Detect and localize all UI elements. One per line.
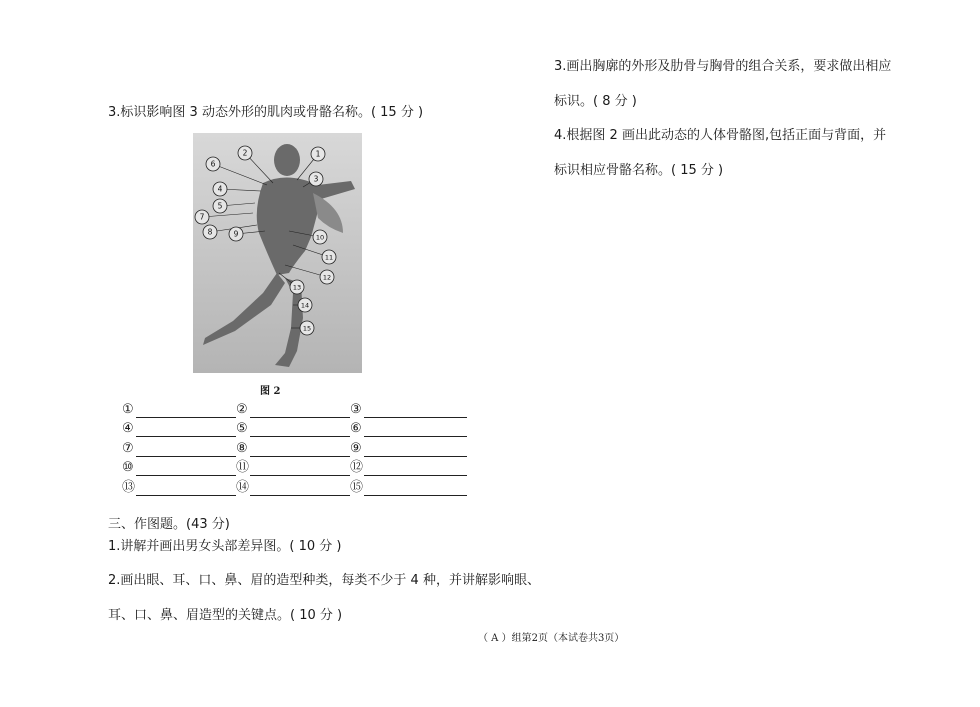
callout-14 bbox=[298, 298, 312, 312]
callout-number: 1 bbox=[315, 149, 321, 159]
answer-row bbox=[122, 460, 467, 477]
question-3-chest-cont: 标识。( 8 分 ) bbox=[554, 94, 637, 109]
callout-number: 2 bbox=[242, 148, 248, 158]
answer-blank[interactable] bbox=[122, 460, 236, 476]
callout-number: 7 bbox=[199, 212, 205, 222]
answer-underline bbox=[364, 436, 467, 437]
callout-number: 11 bbox=[324, 253, 334, 262]
answer-underline bbox=[364, 475, 467, 476]
answer-underline bbox=[250, 456, 350, 457]
section-3-heading: 三、作图题。(43 分) bbox=[108, 517, 230, 532]
answer-blank[interactable] bbox=[122, 421, 236, 437]
answer-number: ⑮ bbox=[350, 480, 364, 495]
answer-underline bbox=[250, 475, 350, 476]
answer-underline bbox=[250, 495, 350, 496]
callout-13 bbox=[290, 280, 304, 294]
answer-underline bbox=[136, 436, 236, 437]
answer-number: ⑭ bbox=[236, 480, 250, 495]
answer-row bbox=[122, 480, 467, 497]
callout-11 bbox=[322, 250, 336, 264]
answer-row bbox=[122, 441, 467, 458]
question-2-features: 2.画出眼、耳、口、鼻、眉的造型种类，每类不少于 4 种，并讲解影响眼、 bbox=[108, 573, 540, 588]
question-3-identify: 3.标识影响图 3 动态外形的肌肉或骨骼名称。( 15 分 ) bbox=[108, 105, 424, 120]
page-footer: （ A ）组第2页（本试卷共3页） bbox=[478, 633, 625, 644]
callout-15 bbox=[300, 321, 314, 335]
question-4-skeleton: 4.根据图 2 画出此动态的人体骨骼图,包括正面与背面，并 bbox=[554, 128, 887, 143]
question-3-chest: 3.画出胸廓的外形及肋骨与胸骨的组合关系，要求做出相应 bbox=[554, 59, 892, 74]
answer-number: ⑤ bbox=[236, 421, 248, 436]
answer-number: ⑬ bbox=[122, 480, 136, 495]
callout-number: 10 bbox=[315, 233, 325, 242]
answer-number: ③ bbox=[350, 402, 362, 417]
callout-markers bbox=[193, 133, 362, 373]
answer-blank[interactable] bbox=[122, 402, 236, 418]
answer-number: ① bbox=[122, 402, 134, 417]
answer-underline bbox=[250, 417, 350, 418]
answer-number: ⑫ bbox=[350, 460, 364, 475]
callout-2 bbox=[238, 146, 252, 160]
callout-1 bbox=[311, 147, 325, 161]
answer-underline bbox=[364, 495, 467, 496]
figure-caption: 图 2 bbox=[260, 386, 281, 397]
answer-number: ④ bbox=[122, 421, 134, 436]
callout-12 bbox=[320, 270, 334, 284]
callout-number: 6 bbox=[210, 159, 216, 169]
answer-blank[interactable] bbox=[350, 402, 467, 418]
question-4-skeleton-cont: 标识相应骨骼名称。( 15 分 ) bbox=[554, 163, 724, 178]
callout-8 bbox=[203, 225, 217, 239]
answer-row bbox=[122, 402, 467, 419]
answer-number: ⑥ bbox=[350, 421, 362, 436]
answer-blank[interactable] bbox=[122, 441, 236, 457]
answer-underline bbox=[136, 495, 236, 496]
answer-row bbox=[122, 421, 467, 438]
answer-blank[interactable] bbox=[236, 480, 350, 496]
answer-blank[interactable] bbox=[350, 441, 467, 457]
callout-number: 9 bbox=[233, 229, 239, 239]
answer-underline bbox=[364, 417, 467, 418]
callout-number: 12 bbox=[322, 273, 332, 282]
answer-blank[interactable] bbox=[236, 460, 350, 476]
callout-number: 4 bbox=[217, 184, 223, 194]
callout-number: 14 bbox=[300, 301, 310, 310]
answer-underline bbox=[136, 475, 236, 476]
answer-blank[interactable] bbox=[350, 480, 467, 496]
answer-blank[interactable] bbox=[236, 441, 350, 457]
answer-underline bbox=[136, 456, 236, 457]
callout-3 bbox=[309, 172, 323, 186]
callout-5 bbox=[213, 199, 227, 213]
callout-10 bbox=[313, 230, 327, 244]
answer-blank[interactable] bbox=[122, 480, 236, 496]
answer-number: ⑩ bbox=[122, 460, 134, 475]
question-2-features-cont: 耳、口、鼻、眉造型的关键点。( 10 分 ) bbox=[108, 608, 343, 623]
callout-7 bbox=[195, 210, 209, 224]
answer-underline bbox=[136, 417, 236, 418]
callout-number: 3 bbox=[313, 174, 319, 184]
answer-number: ② bbox=[236, 402, 248, 417]
answer-underline bbox=[364, 456, 467, 457]
answer-number: ⑨ bbox=[350, 441, 362, 456]
answer-underline bbox=[250, 436, 350, 437]
answer-blank[interactable] bbox=[350, 421, 467, 437]
answer-blank[interactable] bbox=[236, 402, 350, 418]
question-1-head: 1.讲解并画出男女头部差异图。( 10 分 ) bbox=[108, 539, 342, 554]
answer-blank[interactable] bbox=[350, 460, 467, 476]
answer-number: ⑦ bbox=[122, 441, 134, 456]
callout-6 bbox=[206, 157, 220, 171]
callout-number: 8 bbox=[207, 227, 213, 237]
callout-9 bbox=[229, 227, 243, 241]
answer-number: ⑧ bbox=[236, 441, 248, 456]
callout-4 bbox=[213, 182, 227, 196]
callout-number: 5 bbox=[217, 201, 223, 211]
callout-number: 13 bbox=[292, 283, 302, 292]
callout-number: 15 bbox=[302, 324, 312, 333]
answer-blank[interactable] bbox=[236, 421, 350, 437]
answer-number: ⑪ bbox=[236, 460, 250, 475]
